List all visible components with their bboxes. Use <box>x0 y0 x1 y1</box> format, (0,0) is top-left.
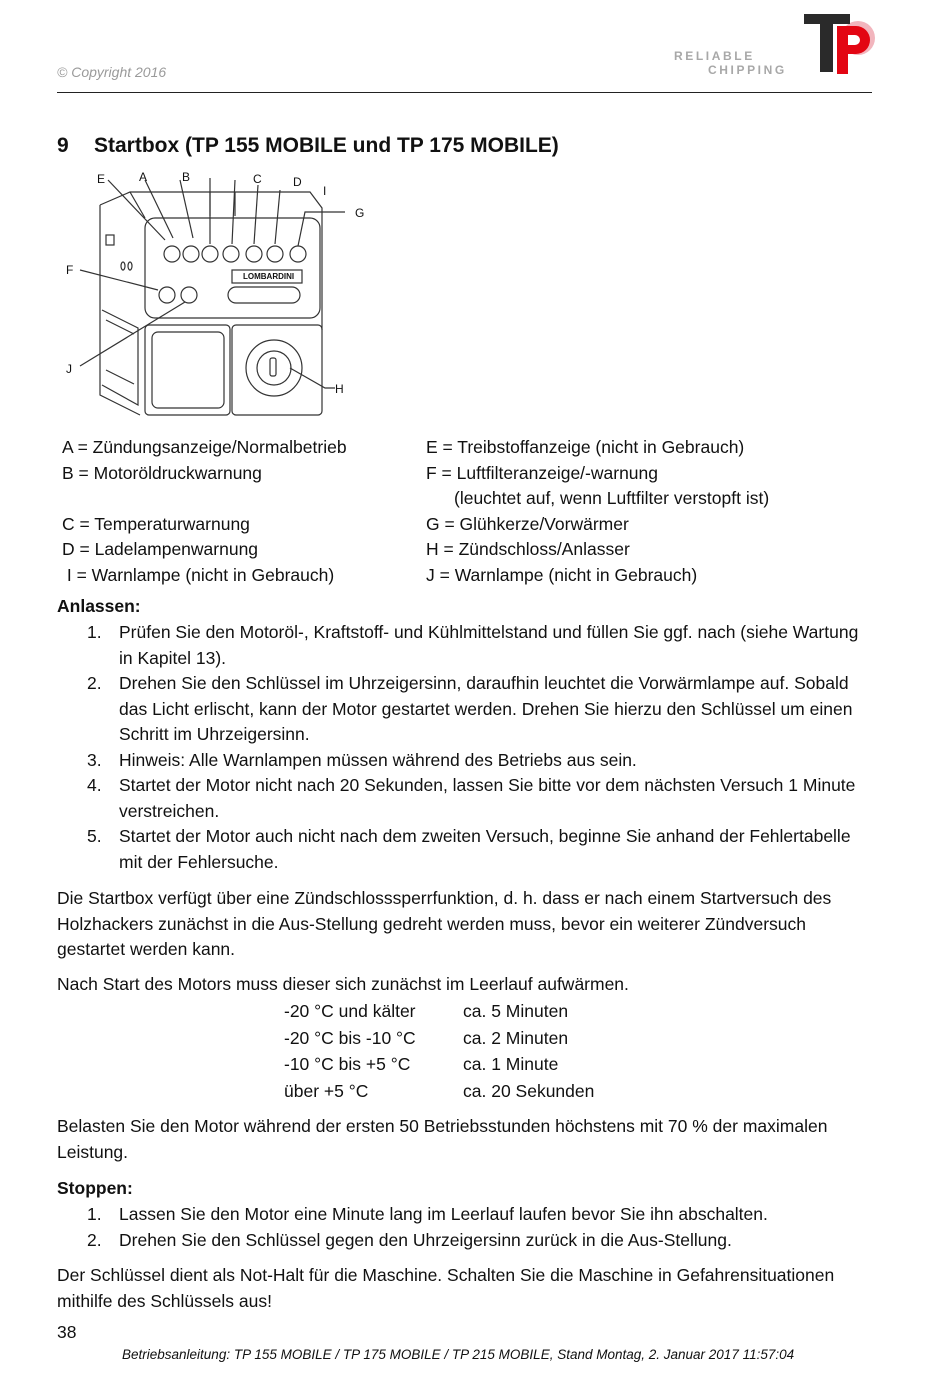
header-rule <box>57 92 872 93</box>
time-cell: ca. 1 Minute <box>463 1054 559 1074</box>
brand-tagline <box>674 49 787 77</box>
callout-j: J <box>66 362 72 376</box>
step-number: 1. <box>87 622 102 642</box>
step-text: Lassen Sie den Motor eine Minute lang im Leerlauf laufen bevor Sie ihn abschalten. <box>119 1204 768 1224</box>
legend-item-f-note: (leuchtet auf, wenn Luftfilter verstopft ist) <box>454 488 770 508</box>
legend-item-i: I = Warnlampe (nicht in Gebrauch) <box>62 564 335 585</box>
time-cell: ca. 2 Minuten <box>463 1027 569 1048</box>
legend-spacer <box>62 486 347 512</box>
legend-item-b: B = Motoröldruckwarnung <box>62 462 262 483</box>
legend-item-g: G = Glühkerze/Vorwärmer <box>426 513 629 534</box>
list-item <box>57 1228 867 1254</box>
page-number: 38 <box>57 1322 77 1342</box>
footer-text: Betriebsanleitung: TP 155 MOBILE / TP 175 MOBILE / TP 215 MOBILE, Stand Montag, 2. Januar 2017 11:57:04 <box>122 1347 795 1362</box>
temp-cell: -10 °C bis +5 °C <box>284 1054 411 1074</box>
copyright-notice: © Copyright 2016 <box>57 64 167 80</box>
legend-item-d: D = Ladelampenwarnung <box>62 539 259 559</box>
step-text: Startet der Motor auch nicht nach dem zweiten Versuch, beginne Sie anhand der Fehlertabelle mit der Fehlersuche. <box>119 826 851 872</box>
list-item <box>57 671 867 748</box>
callout-d: D <box>293 175 302 189</box>
step-number: 1. <box>87 1204 102 1224</box>
step-number: 4. <box>87 775 102 795</box>
time-cell: ca. 20 Sekunden <box>463 1080 595 1101</box>
legend-item-c: C = Temperaturwarnung <box>62 513 250 534</box>
list-item <box>57 773 867 824</box>
step-number: 3. <box>87 749 102 770</box>
step-text: Hinweis: Alle Warnlampen müssen während des Betriebs aus sein. <box>119 749 637 770</box>
start-heading: Anlassen: <box>57 596 141 616</box>
callout-h: H <box>335 382 344 396</box>
table-row <box>284 1051 594 1078</box>
section-number: 9 <box>57 134 69 157</box>
emergency-paragraph: Der Schlüssel dient als Not-Halt für die Maschine. Schalten Sie die Maschine in Gefahrensituationen mithilfe des Schlüssels aus! <box>57 1265 835 1311</box>
legend-item-j: J = Warnlampe (nicht in Gebrauch) <box>426 564 698 585</box>
warmup-table <box>284 998 594 1104</box>
callout-e: E <box>97 172 106 186</box>
stop-steps <box>57 1202 867 1253</box>
step-text: Prüfen Sie den Motoröl-, Kraftstoff- und Kühlmittelstand und füllen Sie ggf. nach (siehe Wartung in Kapitel 13). <box>119 622 859 668</box>
warmup-paragraph: Nach Start des Motors muss dieser sich zunächst im Leerlauf aufwärmen. <box>57 974 629 994</box>
lock-paragraph: Die Startbox verfügt über eine Zündschlosssperrfunktion, d. h. dass er nach einem Startversuch des Holzhackers zunächst in die Aus-Stellung gedreht werden muss, bevor ein weiterer Zündversuch gestartet werden kann. <box>57 888 832 959</box>
step-number: 2. <box>87 673 102 693</box>
step-number: 5. <box>87 826 102 846</box>
startbox-diagram <box>60 170 380 420</box>
legend-item-a: A = Zündungsanzeige/Normalbetrieb <box>62 437 347 457</box>
table-row <box>284 1078 594 1105</box>
list-item <box>57 824 867 875</box>
callout-a: A <box>139 170 148 184</box>
step-text: Startet der Motor nicht nach 20 Sekunden, lassen Sie bitte vor dem nächsten Versuch 1 Minute verstreichen. <box>119 775 856 821</box>
list-item <box>57 620 867 671</box>
list-item <box>57 748 867 774</box>
tp-logo <box>804 14 876 76</box>
callout-c: C <box>253 172 262 186</box>
start-steps <box>57 620 867 875</box>
callout-i: I <box>323 184 327 198</box>
stop-heading: Stoppen: <box>57 1178 133 1198</box>
legend-item-f: F = Luftfilteranzeige/-warnung <box>426 462 659 483</box>
brand-plate-label: LOMBARDINI <box>243 272 295 281</box>
temp-cell: über +5 °C <box>284 1080 369 1101</box>
load-paragraph: Belasten Sie den Motor während der ersten 50 Betriebsstunden höchstens mit 70 % der maximalen Leistung. <box>57 1116 828 1162</box>
list-item <box>57 1202 867 1228</box>
tagline-line-2: CHIPPING <box>708 63 787 77</box>
temp-cell: -20 °C bis -10 °C <box>284 1027 416 1048</box>
step-text: Drehen Sie den Schlüssel im Uhrzeigersinn, daraufhin leuchtet die Vorwärmlampe auf. Sobald das Licht erlischt, kann der Motor gestartet werden. Drehen Sie hierzu den Schlüssel um einen Schritt im Uhrzeigersinn. <box>119 673 853 744</box>
section-title-text: Startbox (TP 155 MOBILE und TP 175 MOBILE) <box>94 134 559 157</box>
callout-b: B <box>182 170 191 184</box>
table-row <box>284 1025 594 1052</box>
step-text: Drehen Sie den Schlüssel gegen den Uhrzeigersinn zurück in die Aus-Stellung. <box>119 1229 732 1250</box>
step-number: 2. <box>87 1229 102 1250</box>
tagline-line-1: RELIABLE <box>674 49 755 63</box>
time-cell: ca. 5 Minuten <box>463 1001 569 1021</box>
table-row <box>284 998 594 1025</box>
callout-g: G <box>355 206 365 220</box>
temp-cell: -20 °C und kälter <box>284 1001 416 1021</box>
legend-right <box>426 435 769 588</box>
callout-f: F <box>66 263 74 277</box>
legend-item-h: H = Zündschloss/Anlasser <box>426 539 630 559</box>
section-title <box>57 134 559 158</box>
legend-item-e: E = Treibstoffanzeige (nicht in Gebrauch) <box>426 437 745 457</box>
legend-left <box>62 435 347 588</box>
